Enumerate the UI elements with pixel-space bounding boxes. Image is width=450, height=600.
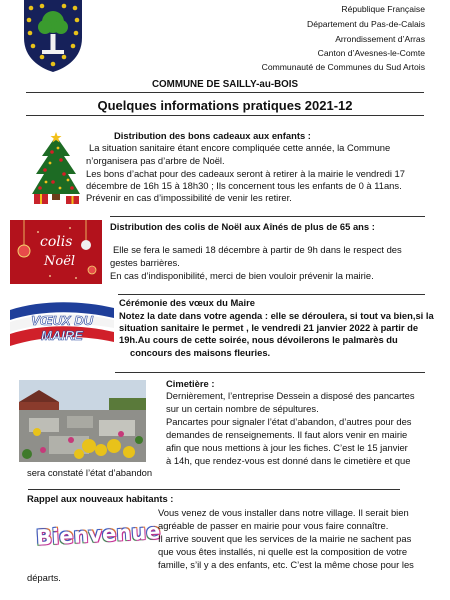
gifts-body-line: n’organisera pas d’arbre de Noël. (86, 155, 225, 166)
header-republique: République Française (341, 4, 425, 14)
divider (118, 294, 425, 295)
voeux-heading: Cérémonie des vœux du Maire (119, 297, 255, 308)
cemetery-body-tail: sera constaté l’état d’abandon (27, 467, 153, 478)
divider (26, 92, 424, 93)
cemetery-photo (19, 380, 146, 462)
seniors-body-line: gestes barrières. (110, 257, 180, 268)
divider (26, 115, 424, 116)
header-departement: Département du Pas-de-Calais (307, 19, 425, 29)
new-residents-body-line: agréable de passer en mairie pour vous faire connaître. (158, 520, 389, 531)
voeux-body-line: Notez la date dans votre agenda : elle se déroulera, si tout va bien,si la (119, 310, 434, 321)
gifts-body-line: Prévenir en cas d’impossibilité de venir les retirer. (86, 192, 292, 203)
cemetery-body-line: sur un certain nombre de sépultures. (166, 403, 319, 414)
voeux-body-line: concours des maisons fleuries. (130, 347, 271, 358)
new-residents-body-line: Vous venez de vous installer dans notre village. Il serait bien (158, 507, 409, 518)
cemetery-body-line: Pancartes pour signaler l’état d’abandon, d’autres pour des (166, 416, 412, 427)
voeux-body-line: situation sanitaire le permet , le vendredi 21 janvier 2022 à partir de (119, 322, 419, 333)
bienvenue-image (35, 516, 162, 556)
cemetery-body-line: afin que nous mettions à jour les fiches. C’est le 15 janvier (166, 442, 408, 453)
seniors-body-line: En cas d’indisponibilité, merci de bien vouloir prévenir la mairie. (110, 270, 374, 281)
header-arrondissement: Arrondissement d’Arras (335, 34, 425, 44)
coat-of-arms-emblem (22, 0, 84, 72)
christmas-tree-image (28, 130, 84, 206)
colis-noel-image (10, 220, 102, 284)
seniors-body-line: Elle se fera le samedi 18 décembre à partir de 9h dans le respect des (113, 244, 402, 255)
noel-image-text: Noël (44, 254, 76, 269)
voeux-image-text: VŒUX DU (30, 313, 94, 328)
header-canton: Canton d’Avesnes-le-Comte (317, 48, 425, 58)
maire-image-text: MAIRE (41, 328, 83, 343)
divider (110, 216, 425, 217)
gifts-body-line: La situation sanitaire étant encore compliquée cette année, la Commune (89, 142, 391, 153)
new-residents-body-tail: départs. (27, 572, 61, 583)
new-residents-body-line: famille, s’il y a des enfants, etc. C’est la même chose pour les (158, 559, 414, 570)
gifts-body-line: Les bons d’achat pour des cadeaux seront à retirer à la mairie le vendredi 17 (86, 168, 405, 179)
page-title: Quelques informations pratiques 2021-12 (97, 98, 353, 113)
divider (28, 489, 400, 490)
colis-image-text: colis (40, 234, 73, 250)
cemetery-heading: Cimetière : (166, 378, 215, 389)
commune-name: COMMUNE DE SAILLY-au-BOIS (151, 79, 299, 90)
seniors-heading: Distribution des colis de Noël aux Aînés de plus de 65 ans : (110, 221, 375, 232)
voeux-du-maire-image (10, 298, 114, 356)
gifts-heading: Distribution des bons cadeaux aux enfants : (114, 130, 311, 141)
cemetery-body-line: Dernièrement, l’entreprise Dessein a disposé des pancartes (166, 390, 415, 401)
gifts-body-line: décembre de 16h 15 à 18h30 ; Ils concernent tous les enfants de 0 à 11ans. (86, 180, 402, 191)
new-residents-body-line: Il arrive souvent que les services de la mairie ne sachent pas (158, 533, 412, 544)
divider (115, 372, 425, 373)
header-communaute: Communauté de Communes du Sud Artois (261, 62, 425, 72)
bienvenue-image-text: Bienvenue (35, 519, 162, 550)
cemetery-body-line: à 14h, que rendez-vous est donné dans le cimetière et que (166, 455, 411, 466)
cemetery-body-line: demandes de renseignements. Il faut alors venir en mairie (166, 429, 408, 440)
voeux-body-line: 19h.Au cours de cette soirée, nous dévoilerons le palmarès du (119, 334, 398, 345)
new-residents-body-line: que vous êtes installés, ni quelle est la composition de votre (158, 546, 408, 557)
new-residents-heading: Rappel aux nouveaux habitants : (27, 493, 174, 504)
